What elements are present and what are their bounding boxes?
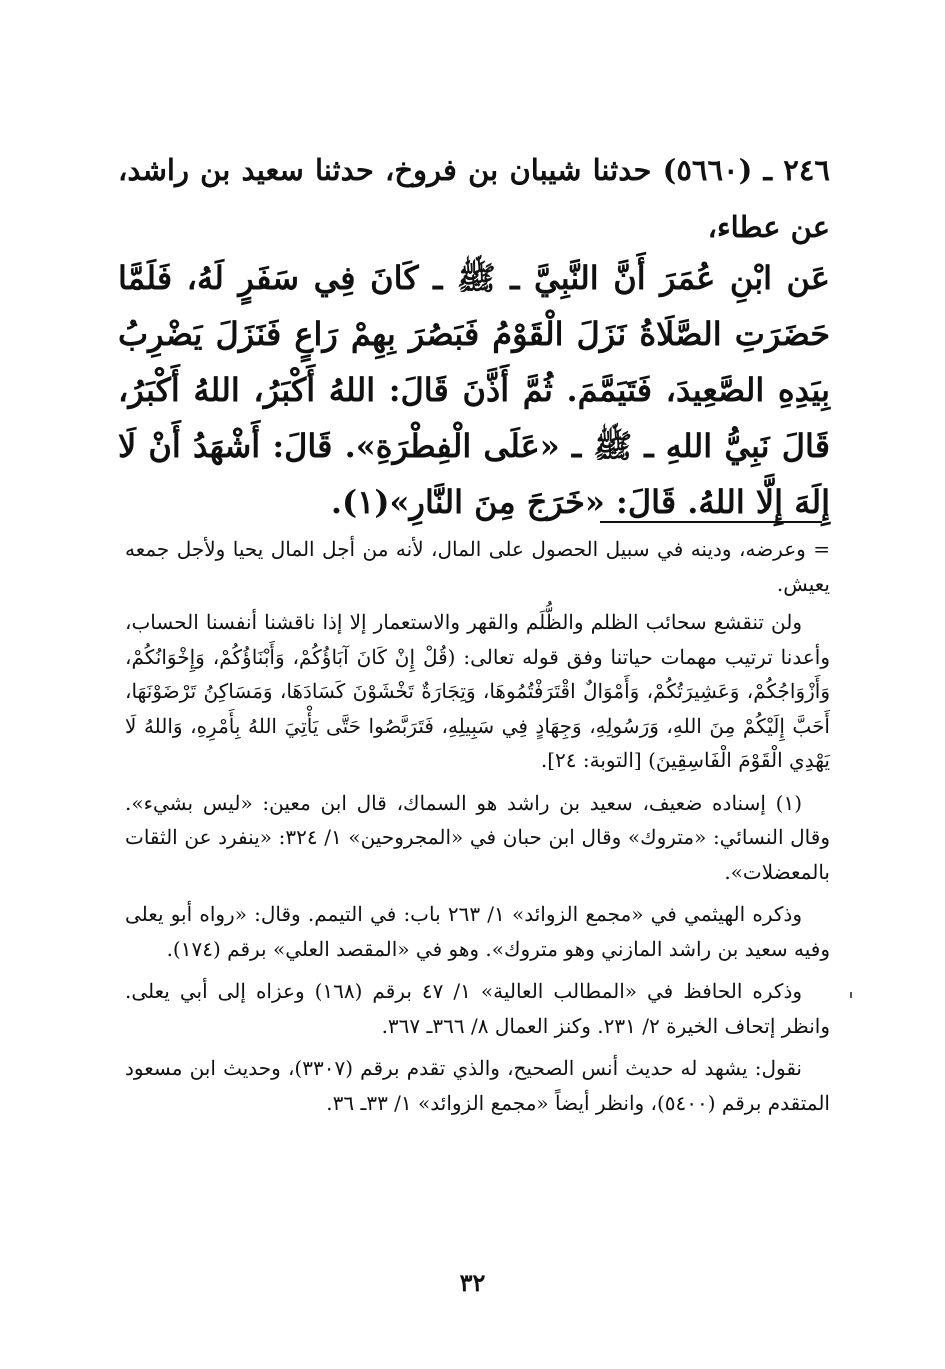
- footnote-paragraph: نقول: يشهد له حديث أنس الصحيح، والذي تقدم برقم (٣٣٠٧)، وحديث ابن مسعود المتقدم برقم (٥٤٠٠)، وانظر أيضاً «مجمع الزوائد» ١/ ٣٣ـ ٣٦.: [125, 1056, 830, 1115]
- hadith-text: عَن ابْنِ عُمَرَ أَنَّ النَّبِيَّ ـ ﷺ ـ كَانَ فِي سَفَرٍ لَهُ، فَلَمَّا حَضَرَتِ الصَّلَاةُ نَزَلَ الْقَوْمُ فَبَصُرَ بِهِمْ رَاعٍ فَنَزَلَ يَضْرِبُ بِيَدِهِ الصَّعِيدَ، فَتَيَمَّمَ. ثُمَّ أَذَّنَ قَالَ: اللهُ أَكْبَرُ، اللهُ أَكْبَرُ، قَالَ نَبِيُّ اللهِ ـ ﷺ ـ «عَلَى الْفِطْرَةِ». قَالَ: أَشْهَدُ أَنْ لَا إِلَهَ إِلَّا اللهُ. قَالَ: «خَرَجَ مِنَ النَّارِ»(١).: [118, 259, 830, 521]
- footnote-paragraph: وذكره الحافظ في «المطالب العالية» ١/ ٤٧ برقم (١٦٨) وعزاه إلى أبي يعلى. وانظر إتحاف الخيرة ٢/ ٢٣١. وكنز العمال ٨/ ٣٦٦ـ ٣٦٧.: [125, 979, 830, 1038]
- footnote-continuation: = وعرضه، ودينه في سبيل الحصول على المال، لأنه من أجل المال يحيا ولأجل جمعه يعيش.: [125, 537, 830, 596]
- footnote-paragraph: وذكره الهيثمي في «مجمع الزوائد» ١/ ٢٦٣ باب: في التيمم. وقال: «رواه أبو يعلى وفيه سعيد بن راشد المازني وهو متروك». وهو في «المقصد العلي» برقم (١٧٤).: [125, 902, 830, 961]
- page-number: ٣٢: [459, 1268, 486, 1297]
- footnote-paragraph: ولن تنقشع سحائب الظلم والظُّلَم والقهر والاستعمار إلا إذا ناقشنا أنفسنا الحساب، وأعدنا ترتيب مهمات حياتنا وفق قوله تعالى: (قُلْ إِنْ كَانَ آبَاؤُكُمْ، وَأَبْنَاؤُكُمْ، وَإِخْوَانُكُمْ، وَأَزْوَاجُكُمْ، وَعَشِيرَتُكُمْ، وَأَمْوَالٌ اقْتَرَفْتُمُوهَا، وَتِجَارَةٌ تَخْشَوْنَ كَسَادَهَا، وَمَسَاكِنُ تَرْضَوْنَهَا، أَحَبَّ إِلَيْكُمْ مِنَ اللهِ، وَرَسُولِهِ، وَجِهَادٍ فِي سَبِيلِهِ، فَتَرَبَّصُوا حَتَّى يَأْتِيَ اللهُ بِأَمْرِهِ، وَاللهُ لَا يَهْدِي الْقَوْمَ الْفَاسِقِينَ) [التوبة: ٢٤].: [125, 610, 830, 772]
- margin-mark: [850, 992, 852, 998]
- footnotes: [125, 532, 830, 1128]
- hadith-heading: ٢٤٦ ـ (٥٦٦٠) حدثنا شيبان بن فروخ، حدثنا سعيد بن راشد، عن عطاء،: [118, 153, 830, 244]
- footnote-separator: [600, 521, 822, 523]
- footnote-1: (١) إسناده ضعيف، سعيد بن راشد هو السماك، قال ابن معين: «ليس بشيء». وقال النسائي: «متروك» وقال ابن حبان في «المجروحين» ١/ ٣٢٤: «ينفرد عن الثقات بالمعضلات».: [125, 790, 830, 884]
